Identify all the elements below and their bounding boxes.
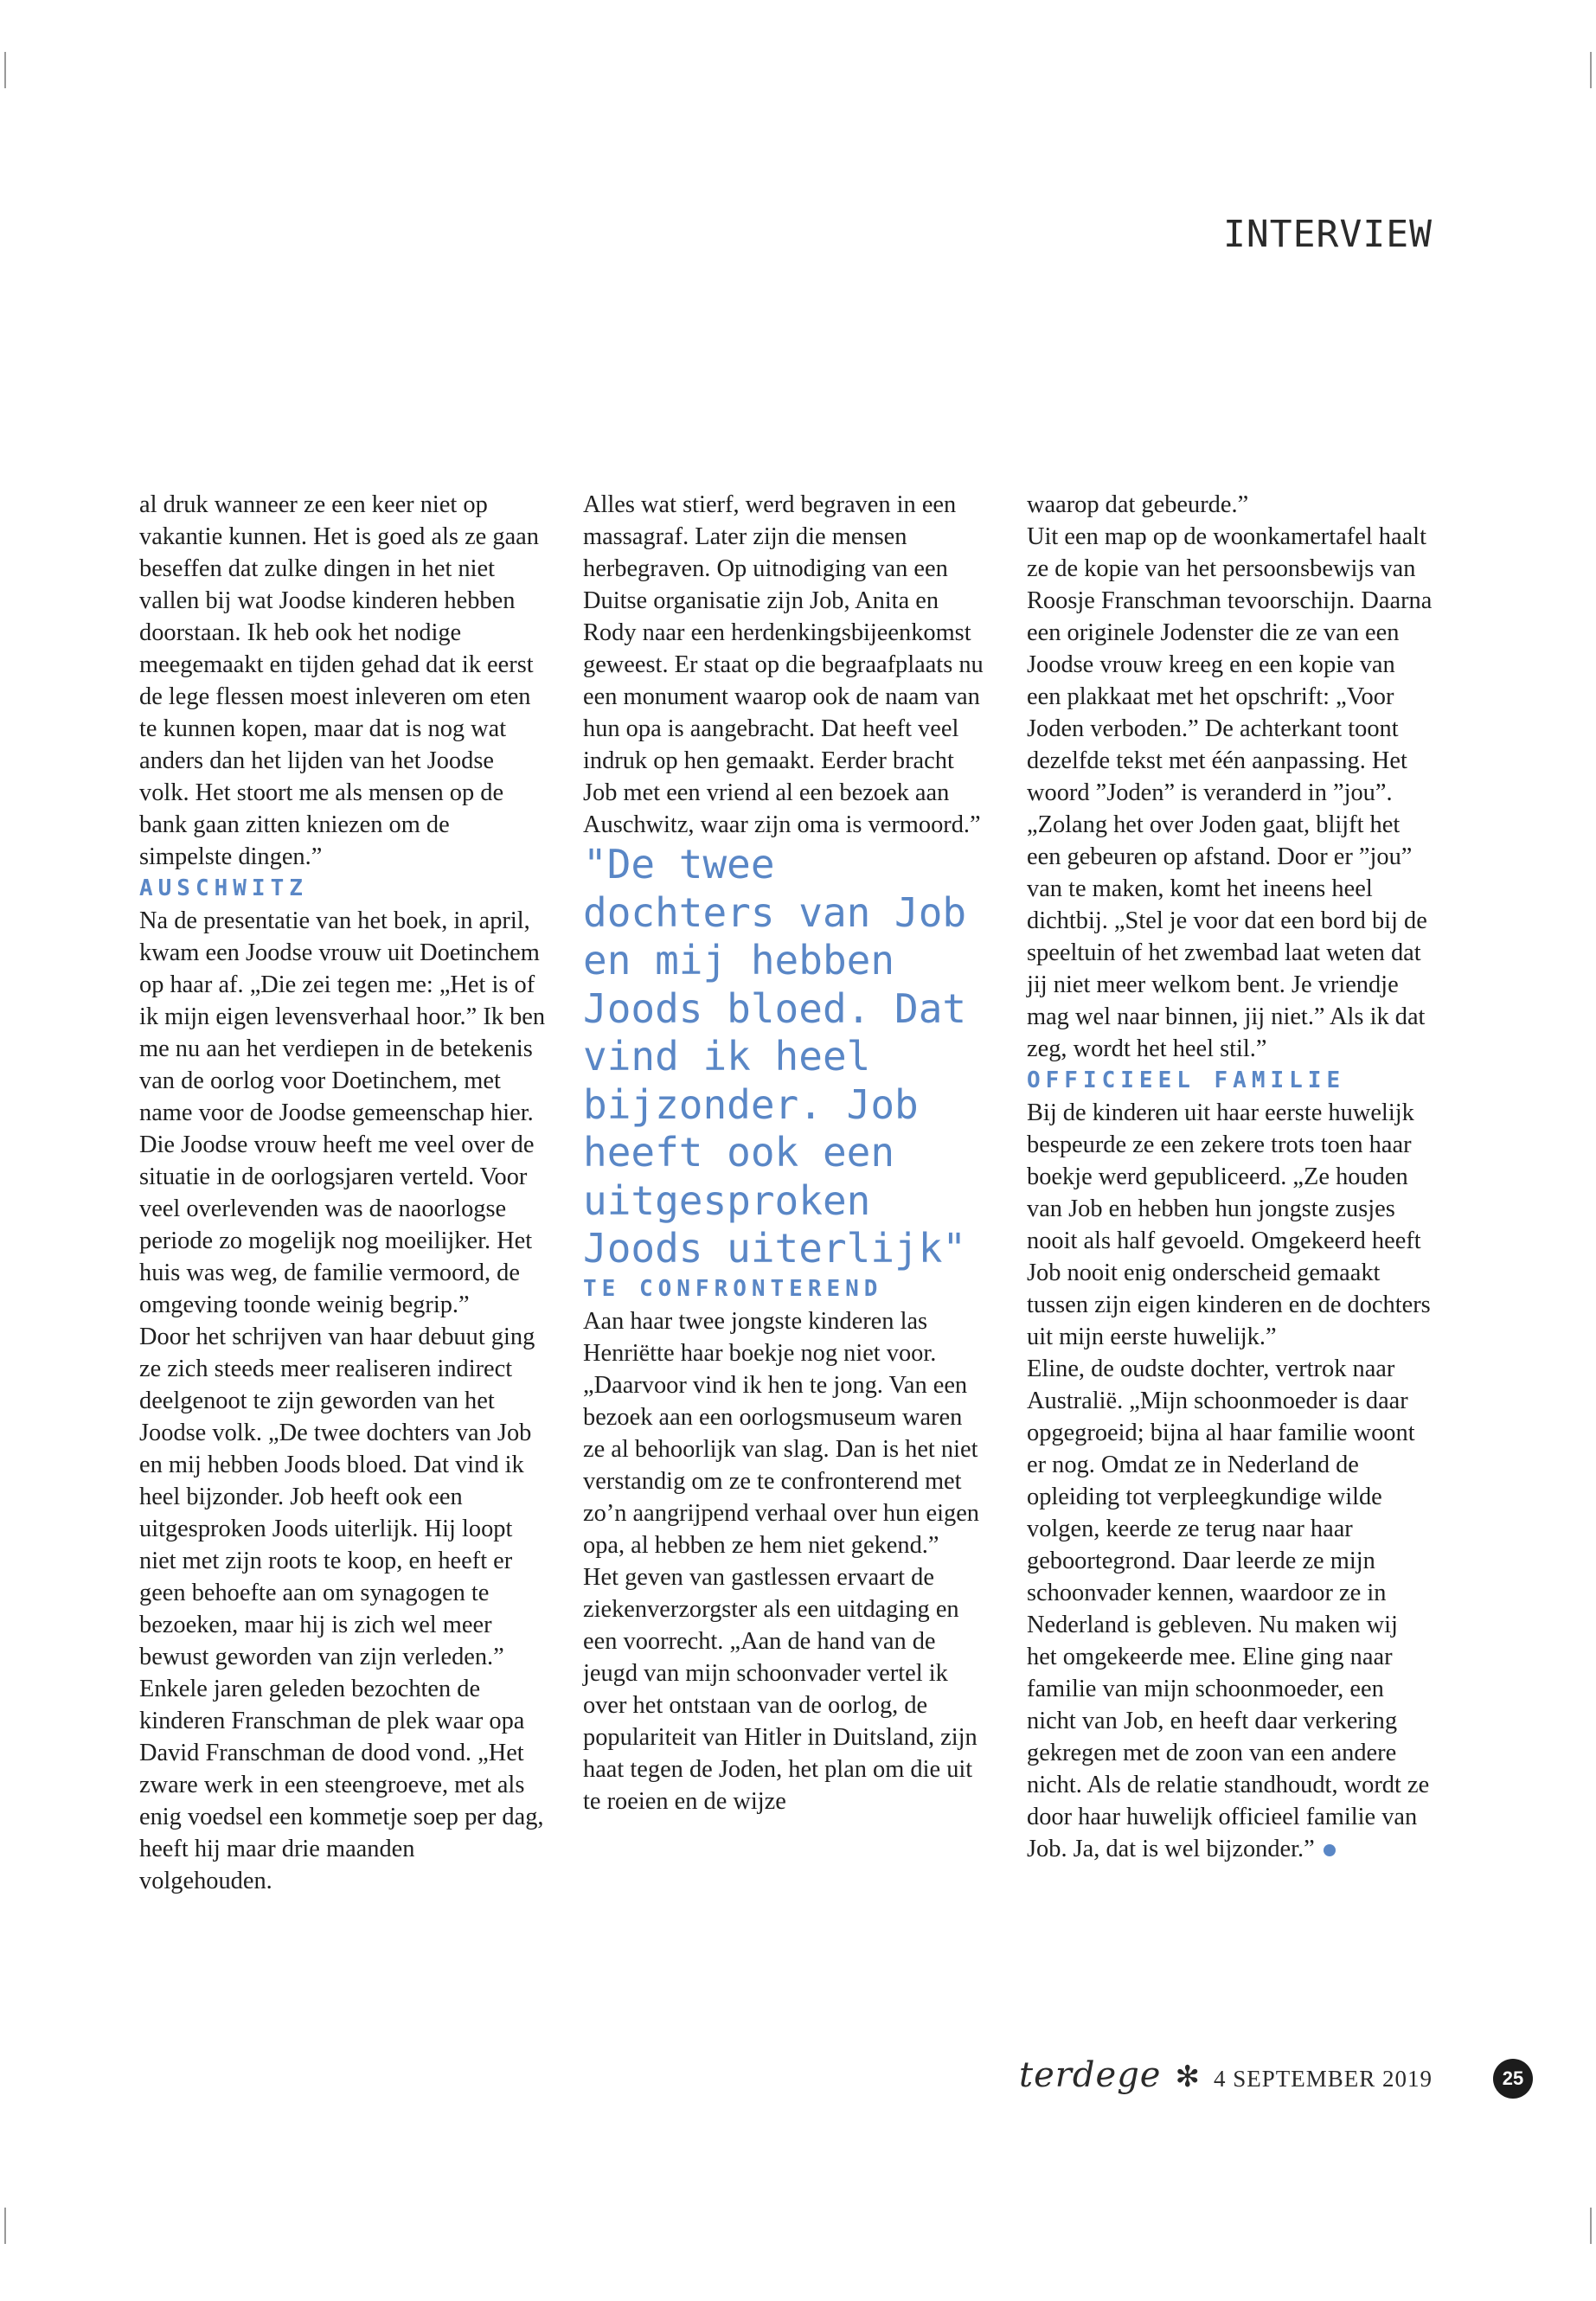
footer: [1019, 2055, 1433, 2095]
crop-mark-bottom-left: [4, 2208, 6, 2244]
end-of-article-dot: [1324, 1844, 1336, 1856]
subheading-te-confronterend: TE CONFRONTEREND: [583, 1275, 883, 1302]
page-number: 25: [1493, 2059, 1533, 2099]
issue-date: 4 SEPTEMBER 2019: [1213, 2066, 1433, 2092]
asterisk-separator: ✻: [1175, 2061, 1200, 2093]
paragraph: waarop dat gebeurde.”: [1027, 491, 1249, 518]
paragraph: [1027, 1353, 1433, 1865]
crop-mark-bottom-right: [1590, 2208, 1592, 2244]
crop-mark-top-right: [1590, 52, 1592, 88]
pull-quote: "De twee dochters van Job en mij hebben Joods bloed. Dat vind ik heel bijzonder. Job heeft ook een uitgesproken Joods uiterlijk": [583, 841, 967, 1272]
paragraph: Enkele jaren geleden bezochten de kinderen Franschman de plek waar opa David Franschman de dood vond. „Het zware werk in een steengroeve, met als enig voedsel een kommetje soep per dag, heeft hij maar drie maanden volgehouden.: [139, 1676, 544, 1894]
crop-mark-top-left: [4, 52, 6, 88]
subheading-auschwitz: AUSCHWITZ: [139, 875, 308, 901]
paragraph: al druk wanneer ze een keer niet op vakantie kunnen. Het is goed als ze gaan beseffen dat zulke dingen in het niet vallen bij wat Joodse kinderen hebben doorstaan. Ik heb ook het nodige meegemaakt en tijden gehad dat ik eerst de lege flessen moest inleveren om eten te kunnen kopen, maar dat is nog wat anders dan het lijden van het Joodse volk. Het stoort me als mensen op de bank gaan zitten kniezen om de simpelste dingen.”: [139, 491, 539, 870]
column-1: [139, 489, 546, 1897]
paragraph: Aan haar twee jongste kinderen las Henriëtte haar boekje nog niet voor. „Daarvoor vind ik hen te jong. Van een bezoek aan een oorlogsmuseum waren ze al behoorlijk van slag. Dan is het niet verstandig om ze te confronterend met zo’n aangrijpend verhaal over hun eigen opa, al hebben ze hem niet gekend.”: [583, 1307, 979, 1559]
column-2: [583, 489, 990, 1817]
paragraph: Bij de kinderen uit haar eerste huwelijk bespeurde ze een zekere trots toen haar boekje werd gepubliceerd. „Ze houden van Job en hebben hun jongste zusjes nooit als half gevoeld. Omgekeerd heeft Job nooit enig onderscheid gemaakt tussen zijn eigen kinderen en de dochters uit mijn eerste huwelijk.”: [1027, 1099, 1431, 1350]
paragraph: Uit een map op de woonkamertafel haalt ze de kopie van het persoonsbewijs van Roosje Franschman tevoorschijn. Daarna een originele Jodenster die ze van een Joodse vrouw kreeg en een kopie van een plakkaat met het opschrift: „Voor Joden verboden.” De achterkant toont dezelfde tekst met één aanpassing. Het woord ”Joden” is veranderd in ”jou”. „Zolang het over Joden gaat, blijft het een gebeuren op afstand. Door er ”jou” van te maken, komt het ineens heel dichtbij. „Stel je voor dat een bord bij de speeltuin of het zwembad laat weten dat jij niet meer welkom bent. Je vriendje mag wel naar binnen, jij niet.” Als ik dat zeg, wordt het heel stil.”: [1027, 523, 1433, 1062]
paragraph: Alles wat stierf, werd begraven in een massagraf. Later zijn die mensen herbegraven. Op uitnodiging van een Duitse organisatie zijn Job, Anita en Rody naar een herdenkingsbijeenkomst geweest. Er staat op die begraafplaats nu een monument waarop ook de naam van hun opa is aangebracht. Dat heeft veel indruk op hen gemaakt. Eerder bracht Job met een vriend al een bezoek aan Auschwitz, waar zijn oma is vermoord.”: [583, 491, 984, 838]
paragraph-text: Eline, de oudste dochter, vertrok naar Australië. „Mijn schoonmoeder is daar opgegroeid; bijna al haar familie woont er nog. Omdat ze in Nederland de opleiding tot verpleegkundige wilde volgen, keerde ze terug naar haar geboortegrond. Daar leerde ze mijn schoonvader kennen, waardoor ze in Nederland is gebleven. Nu maken wij het omgekeerde mee. Eline ging naar familie van mijn schoonmoeder, een nicht van Job, en heeft daar verkering gekregen met de zoon van een andere nicht. Als de relatie standhoudt, wordt ze door haar huwelijk officieel familie van Job. Ja, dat is wel bijzonder.”: [1027, 1356, 1430, 1862]
subheading-officieel-familie: OFFICIEEL FAMILIE: [1027, 1067, 1346, 1093]
magazine-name: terdege: [1019, 2055, 1162, 2095]
paragraph: Na de presentatie van het boek, in april, kwam een Joodse vrouw uit Doetinchem op haar af. „Die zei tegen me: „Het is of ik mijn eigen levensverhaal hoor.” Ik ben me nu aan het verdiepen in de betekenis van de oorlog voor Doetinchem, met name voor de Joodse gemeenschap hier. Die Joodse vrouw heeft me veel over de situatie in de oorlogsjaren verteld. Voor veel overlevenden was de naoorlogse periode zo mogelijk nog moeilijker. Het huis was weg, de familie vermoord, de omgeving toonde weinig begrip.”: [139, 907, 546, 1318]
paragraph: Door het schrijven van haar debuut ging ze zich steeds meer realiseren indirect deelgenoot te zijn geworden van het Joodse volk. „De twee dochters van Job en mij hebben Joods bloed. Dat vind ik heel bijzonder. Job heeft ook een uitgesproken Joods uiterlijk. Hij loopt niet met zijn roots te koop, en heeft er geen behoefte aan om synagogen te bezoeken, maar hij is zich wel meer bewust geworden van zijn verleden.”: [139, 1324, 535, 1670]
section-label: INTERVIEW: [1223, 213, 1433, 256]
column-3: [1027, 489, 1433, 1865]
paragraph: Het geven van gastlessen ervaart de ziekenverzorgster als een uitdaging en een voorrecht. „Aan de hand van de jeugd van mijn schoonvader vertel ik over het ontstaan van de oorlog, de populariteit van Hitler in Duitsland, zijn haat tegen de Joden, het plan om die uit te roeien en de wijze: [583, 1563, 977, 1815]
